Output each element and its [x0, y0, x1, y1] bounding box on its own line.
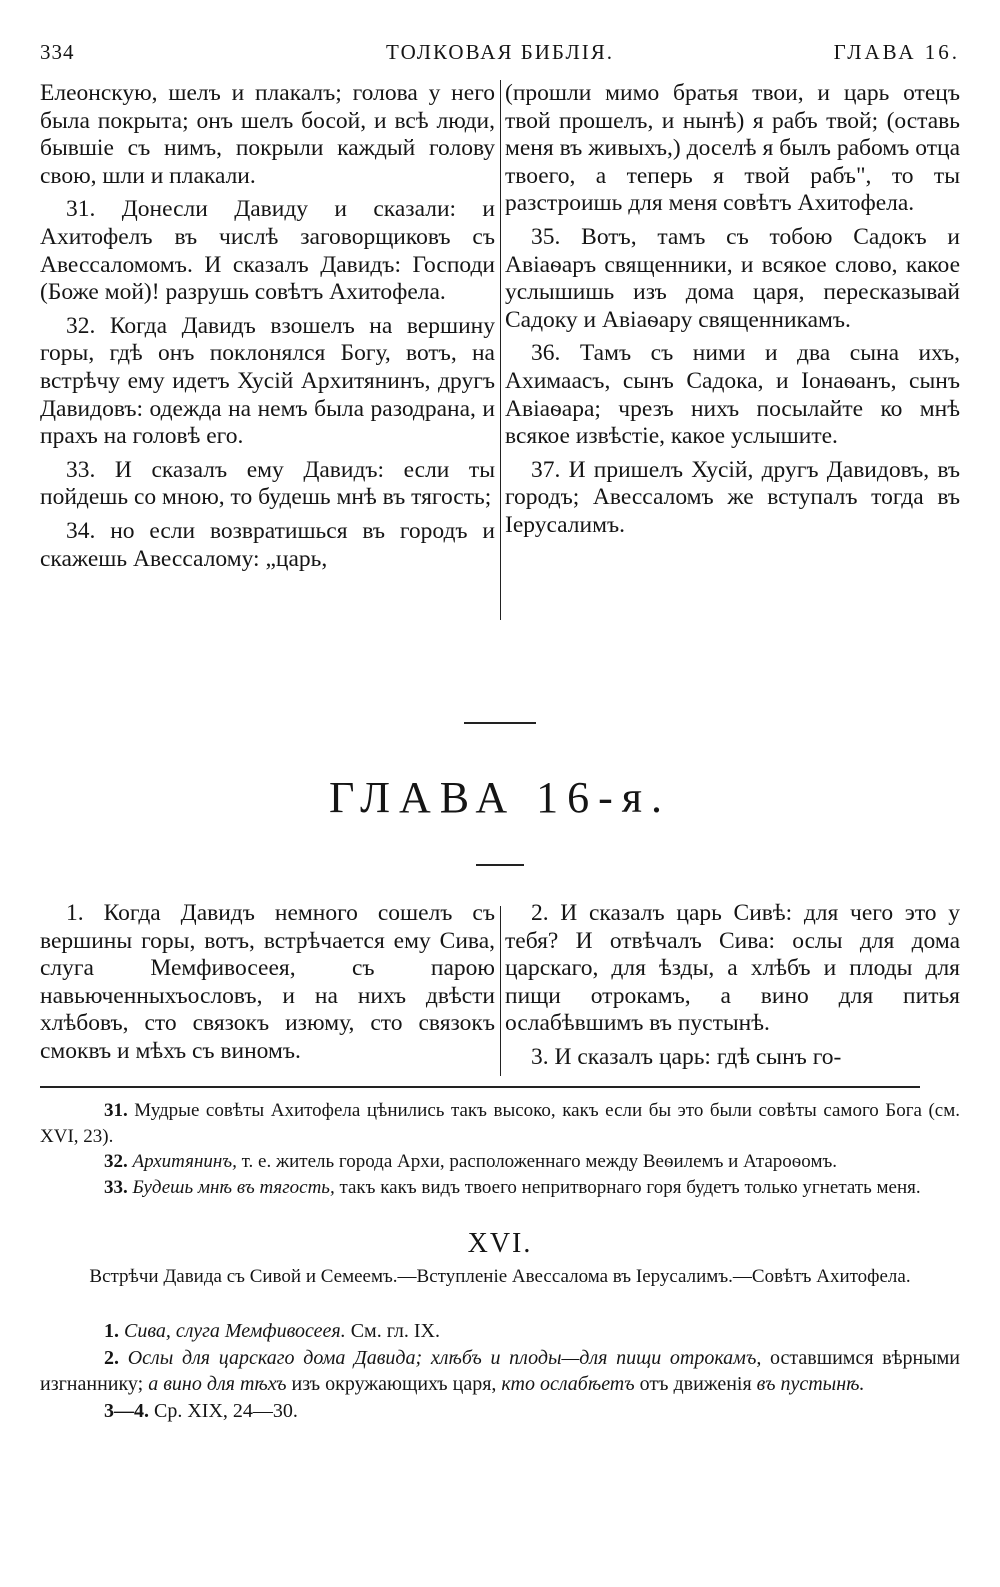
- verse-33: 33. И сказалъ ему Давидъ: если ты пойдешь со мною, то будешь мнѣ въ тягость;: [40, 456, 495, 511]
- chapter-16-columns: [40, 900, 960, 1086]
- left-column: [40, 80, 495, 660]
- top-text-columns: [40, 80, 960, 660]
- verse-2: 2. И сказалъ царь Сивѣ: для чего это у тебя? И отвѣчалъ Сива: ослы для дома царскаго, для ѣзды, а хлѣбъ и плоды для пищи отрокамъ, а вино для питья ослабѣвшимъ въ пустынѣ.: [505, 900, 960, 1037]
- section-numeral: XVI.: [467, 1228, 533, 1259]
- book-title: ТОЛКОВАЯ БИБЛІЯ.: [386, 40, 614, 64]
- running-head: [40, 30, 960, 74]
- verse-31: 31. Донесли Давиду и сказали: и Ахитофелъ въ числѣ заговорщиковъ съ Авессаломомъ. И сказалъ Давидъ: Господи (Боже мой)! разрушь совѣтъ Ахитофела.: [40, 196, 495, 306]
- section-summary: Встрѣчи Давида съ Сивой и Семеемъ.—Вступленіе Авессалома въ Іерусалимъ.—Совѣтъ Ахитофела.: [89, 1266, 911, 1287]
- note-3-4: 3—4. Ср. XIX, 24—30.: [104, 1399, 298, 1422]
- note-33: 33. Будешь мнѣ въ тягость, такъ какъ видъ твоего непритворнаго горя будетъ только угнетать меня.: [104, 1176, 921, 1198]
- text-paragraph: Елеонскую, шелъ и плакалъ; голова у него была покрыта; онъ шелъ босой, и всѣ люди, бывшіе съ нимъ, покрыли каждый голову свою, шли и плакали.: [40, 80, 495, 189]
- chapter-16-notes: [40, 1318, 960, 1424]
- separator-rule: [464, 722, 536, 724]
- left-column: [40, 900, 495, 1086]
- note-2: 2. Ослы для царскаго дома Давида; хлѣбъ и плоды—для пищи отрокамъ, оставшимся вѣрными изгнаннику; а вино для тѣхъ изъ окружающихъ царя, кто ослабѣетъ отъ движенія въ пустынѣ.: [40, 1346, 961, 1395]
- note-32: 32. Архитянинъ, т. е. житель города Архи, расположеннаго между Веѳилемъ и Атароѳомъ.: [104, 1151, 838, 1172]
- text-paragraph: (прошли мимо братья твои, и царь отецъ твой прошелъ, и нынѣ) я рабъ твой; (оставь меня въ живыхъ,) доселѣ я былъ рабомъ отца твоего, а теперь я твой рабъ", то ты разстроишь для меня совѣтъ Ахитофела.: [505, 80, 960, 217]
- chapter-heading: ГЛАВА 16-я.: [329, 773, 671, 822]
- commentary-notes: [40, 1098, 960, 1200]
- verse-35: 35. Вотъ, тамъ съ тобою Садокъ и Авіаѳаръ священники, и всякое слово, какое услышишь изъ дома царя, пересказывай Садоку и Авіаѳару священникамъ.: [505, 223, 960, 333]
- separator-rule: [476, 864, 524, 866]
- right-column: [505, 900, 960, 1086]
- note-1: 1. Сива, слуга Мемфивосеея. См. гл. IX.: [104, 1320, 440, 1342]
- page-number: 334: [40, 40, 75, 64]
- verse-1: 1. Когда Давидъ немного сошелъ съ вершины горы, вотъ, встрѣчается ему Сива, слуга Мемфивосеея, съ парою навьюченныхъословъ, и на нихъ двѣсти хлѣбовъ, сто связокъ изюму, сто связокъ смоквъ и мѣхъ съ виномъ.: [40, 900, 495, 1064]
- right-column: [505, 80, 960, 660]
- verse-36: 36. Тамъ съ ними и два сына ихъ, Ахимаасъ, сынъ Садока, и Іонаѳанъ, сынъ Авіаѳара; чрезъ нихъ посылайте ко мнѣ всякое извѣстіе, какое услышите.: [505, 340, 960, 450]
- verse-3: 3. И сказалъ царь: гдѣ сынъ го-: [531, 1043, 842, 1070]
- verse-34: 34. но если возвратишься въ городъ и скажешь Авессалому: „царь,: [40, 517, 495, 572]
- footnote-rule: [40, 1086, 920, 1088]
- column-divider: [500, 906, 501, 1076]
- verse-37: 37. И пришелъ Хусій, другъ Давидовъ, въ городъ; Авессаломъ же вступалъ тогда въ Іерусалимъ.: [505, 456, 960, 538]
- note-31: 31. Мудрые совѣты Ахитофела цѣнились такъ высоко, какъ если бы это были совѣты самого Бога (см. XVI, 23).: [40, 1100, 960, 1147]
- chapter-ref: ГЛАВА 16.: [833, 40, 960, 64]
- column-divider: [500, 80, 501, 620]
- verse-32: 32. Когда Давидъ взошелъ на вершину горы, гдѣ онъ поклонялся Богу, вотъ, на встрѣчу ему идетъ Хусій Архитянинъ, другъ Давидовъ: одежда на немъ была разодрана, и прахъ на головѣ его.: [40, 312, 495, 450]
- page: [40, 30, 960, 1424]
